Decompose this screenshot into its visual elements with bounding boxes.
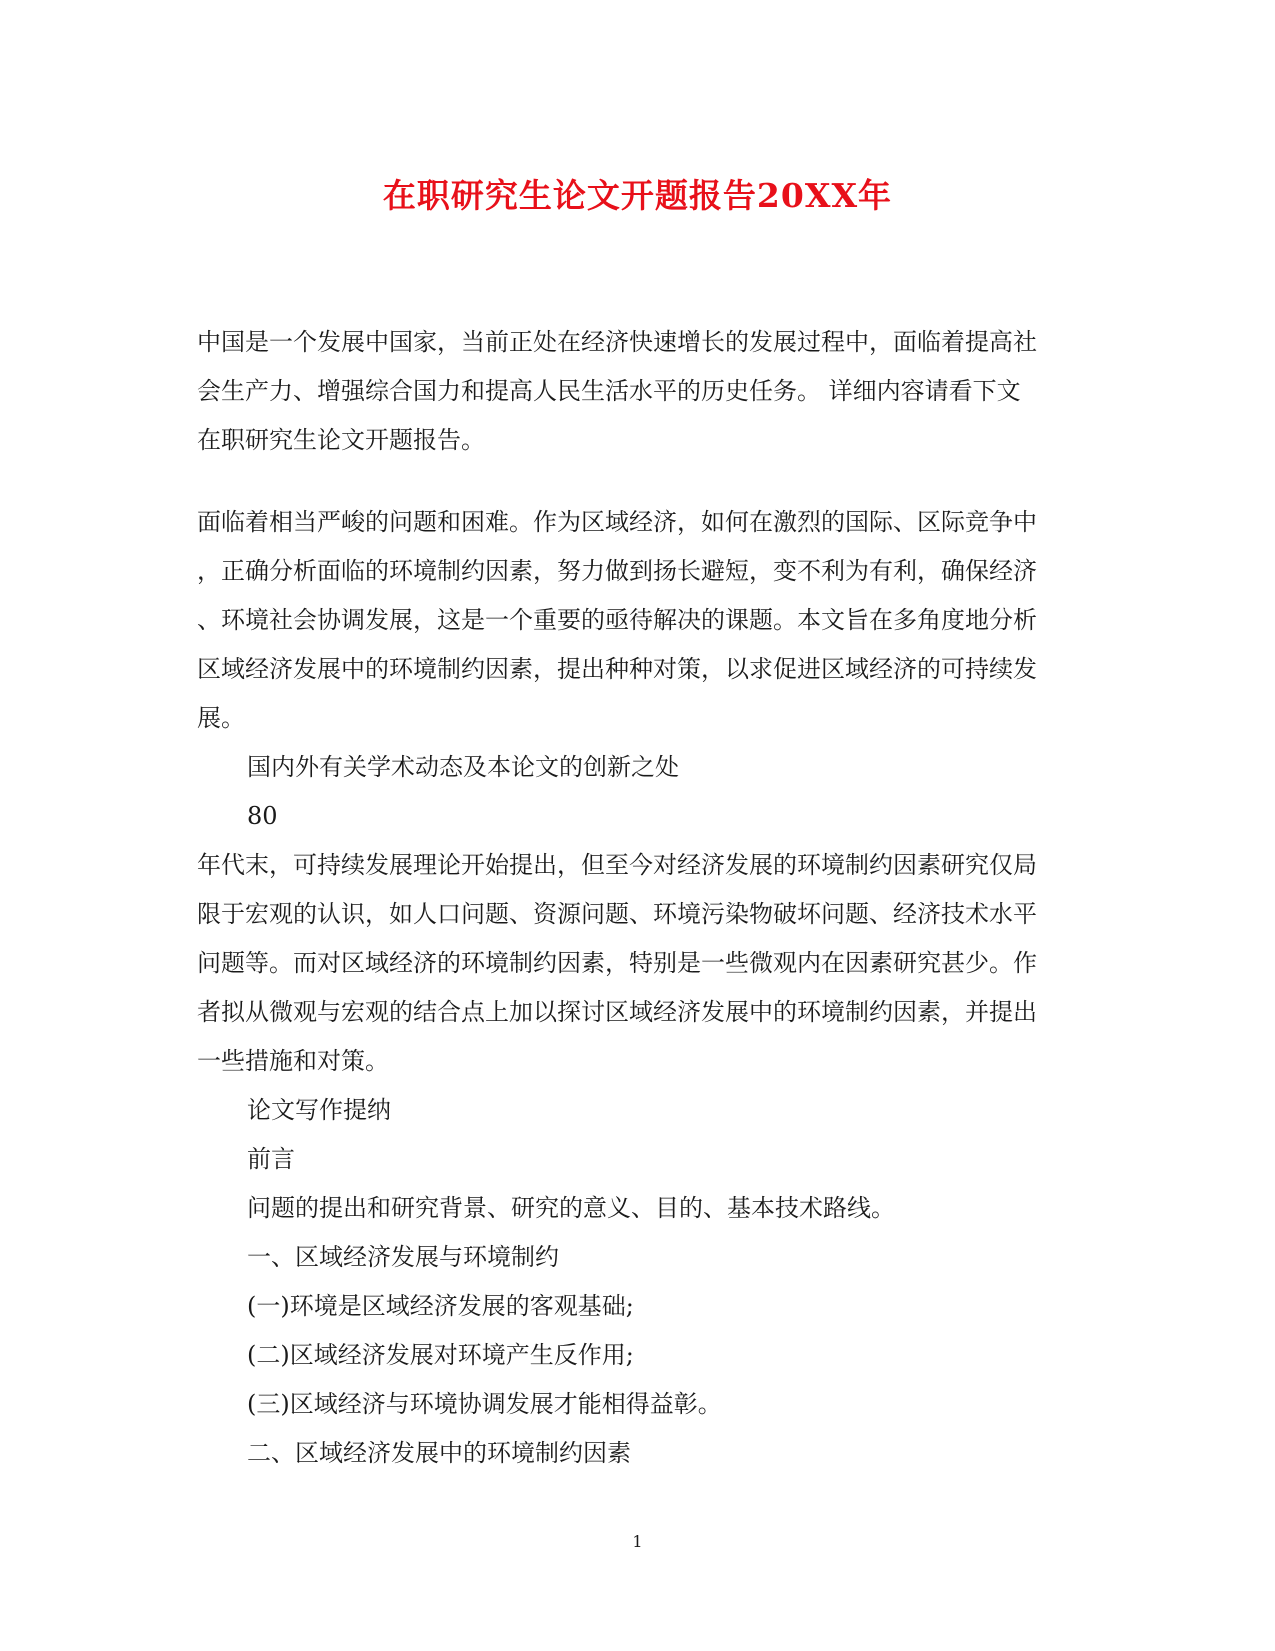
paragraph-intro [197,318,1072,465]
text-line: 展。 [197,704,245,732]
text-line: 、环境社会协调发展，这是一个重要的亟待解决的课题。本文旨在多角度地分析 [197,606,1037,634]
text-line: ，正确分析面临的环境制约因素，努力做到扬长避短，变不利为有利，确保经济 [197,557,1037,585]
document-title: 在职研究生论文开题报告20XX年 [382,176,893,215]
outline-item: 前言 [247,1145,295,1173]
outline-item: 一、区域经济发展与环境制约 [247,1243,559,1271]
outline-item: 二、区域经济发展中的环境制约因素 [247,1439,631,1467]
number-80: 80 [247,802,278,830]
text-line: 限于宏观的认识，如人口问题、资源问题、环境污染物破坏问题、经济技术水平 [197,900,1037,928]
paragraph-problem [197,498,1072,1478]
text-line: 区域经济发展中的环境制约因素，提出种种对策，以求促进区域经济的可持续发 [197,655,1037,683]
outline-item: 问题的提出和研究背景、研究的意义、目的、基本技术路线。 [247,1194,895,1222]
text-line: 中国是一个发展中国家，当前正处在经济快速增长的发展过程中，面临着提高社 [197,328,1037,356]
text-line: 在职研究生论文开题报告。 [197,426,485,454]
outline-item: 论文写作提纳 [247,1096,391,1124]
text-line: 问题等。而对区域经济的环境制约因素，特别是一些微观内在因素研究甚少。作 [197,949,1037,977]
text-line: 会生产力、增强综合国力和提高人民生活水平的历史任务。 详细内容请看下文 [197,377,1021,405]
outline-item: (三)区域经济与环境协调发展才能相得益彰。 [247,1390,722,1418]
section-heading-research: 国内外有关学术动态及本论文的创新之处 [247,753,679,781]
text-line: 一些措施和对策。 [197,1047,389,1075]
text-line: 面临着相当严峻的问题和困难。作为区域经济，如何在激烈的国际、区际竞争中 [197,508,1037,536]
outline-item: (二)区域经济发展对环境产生反作用; [247,1341,634,1369]
page-number: 1 [632,1532,643,1551]
text-line: 年代末，可持续发展理论开始提出，但至今对经济发展的环境制约因素研究仅局 [197,851,1037,879]
text-line: 者拟从微观与宏观的结合点上加以探讨区域经济发展中的环境制约因素，并提出 [197,998,1037,1026]
outline-item: (一)环境是区域经济发展的客观基础; [247,1292,634,1320]
